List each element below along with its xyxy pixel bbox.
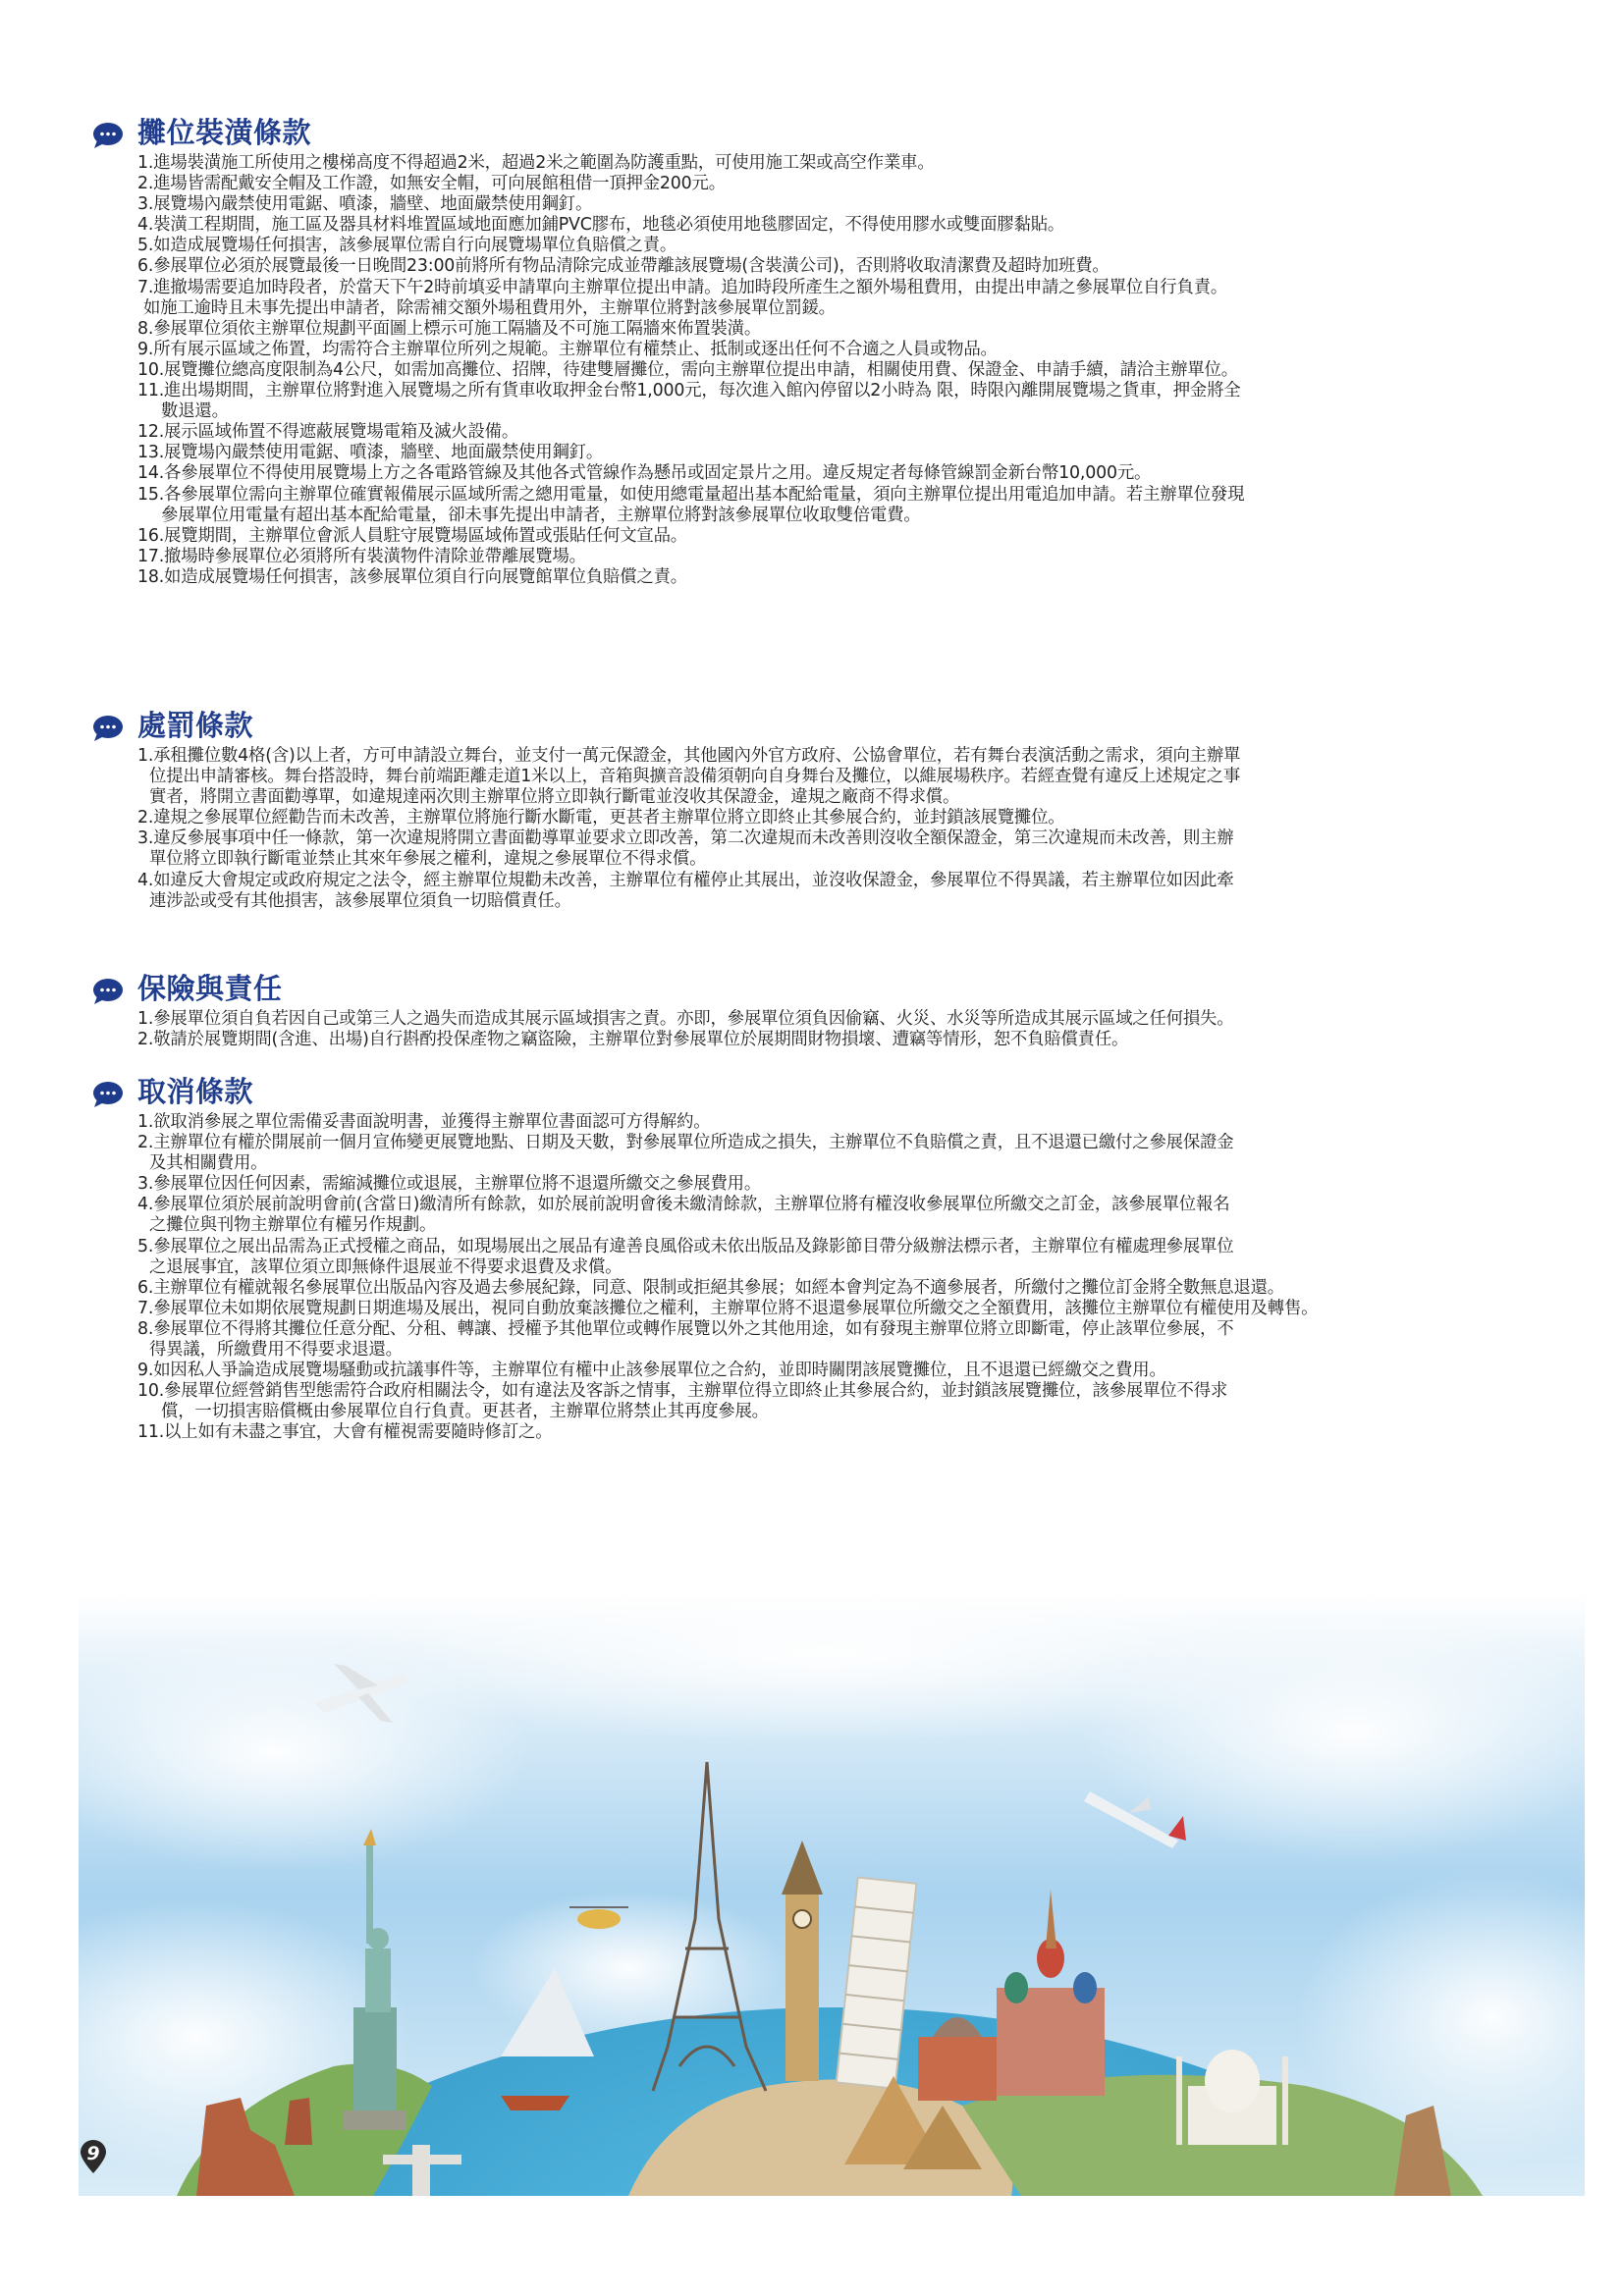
- term-item: [137, 194, 1506, 215]
- term-item: [137, 1422, 1506, 1443]
- term-item: [137, 1381, 1506, 1422]
- term-text-continuation: 數退還。: [161, 401, 229, 422]
- term-text: 3.展覽場內嚴禁使用電鋸、噴漆，牆壁、地面嚴禁使用鋼釘。: [137, 194, 593, 215]
- term-item: [137, 1299, 1506, 1319]
- term-text: 2.主辦單位有權於開展前一個月宣佈變更展覽地點、日期及天數，對參展單位所造成之損失，主辦單位不負賠償之責，且不退還已繳付之參展保證金: [137, 1133, 1234, 1153]
- term-text-continuation: 連涉訟或受有其他損害，該參展單位須負一切賠償責任。: [149, 890, 571, 911]
- section-title: 攤位裝潢條款: [137, 116, 312, 149]
- term-text-continuation: 償，一切損害賠償概由參展單位自行負責。更甚者，主辦單位將禁止其再度參展。: [161, 1402, 769, 1422]
- section-header: [92, 972, 1506, 1009]
- chat-bubble-icon: [92, 1081, 124, 1108]
- term-text: 6.參展單位必須於展覽最後一日晚間23:00前將所有物品清除完成並帶離該展覽場(含裝潢公司)，否則將收取清潔費及超時加班費。: [137, 256, 1110, 277]
- term-item: [137, 1030, 1506, 1050]
- section-header: [92, 1075, 1506, 1112]
- term-item: [137, 1133, 1506, 1174]
- page-number-badge: [81, 2140, 106, 2173]
- term-item: [137, 215, 1506, 236]
- term-text: 4.裝潢工程期間，施工區及器具材料堆置區域地面應加鋪PVC膠布，地毯必須使用地毯膠固定，不得使用膠水或雙面膠黏貼。: [137, 215, 1065, 236]
- term-text: 9.如因私人爭論造成展覽場騷動或抗議事件等，主辦單位有權中止該參展單位之合約，並即時關閉該展覽攤位，且不退還已經繳交之費用。: [137, 1361, 1166, 1381]
- term-text: 1.欲取消參展之單位需備妥書面說明書，並獲得主辦單位書面認可方得解約。: [137, 1112, 711, 1132]
- term-text: 7.參展單位未如期依展覽規劃日期進場及展出，視同自動放棄該攤位之權利，主辦單位將不退還參展單位所繳交之全額費用，該攤位主辦單位有權使用及轉售。: [137, 1298, 1319, 1318]
- term-item: [137, 278, 1506, 319]
- section-insurance-liability: [92, 972, 1506, 1050]
- term-text: 11.以上如有未盡之事宜，大會有權視需要隨時修訂之。: [137, 1422, 553, 1443]
- term-item: [137, 443, 1506, 463]
- term-text-continuation: 及其相關費用。: [149, 1153, 268, 1174]
- term-item: [137, 1009, 1506, 1030]
- page-number: 9: [86, 2143, 100, 2164]
- term-item: [137, 485, 1506, 526]
- terms-list: [92, 746, 1506, 912]
- section-header: [92, 116, 1506, 153]
- term-text: 2.進場皆需配戴安全帽及工作證，如無安全帽，可向展館租借一頂押金200元。: [137, 174, 726, 194]
- term-item: [137, 1195, 1506, 1236]
- term-item: [137, 174, 1506, 194]
- term-item: [137, 547, 1506, 567]
- term-item: [137, 1237, 1506, 1278]
- term-text: 2.敬請於展覽期間(含進、出場)自行斟酌投保產物之竊盜險，主辦單位對參展單位於展期間財物損壞、遭竊等情形，恕不負賠償責任。: [137, 1030, 1129, 1050]
- term-text-continuation: 位提出申請審核。舞台搭設時，舞台前端距離走道1米以上，音箱與擴音設備須朝向自身舞台及攤位，以維展場秩序。若經查覺有違反上述規定之事: [149, 767, 1241, 787]
- term-text: 3.參展單位因任何因素，需縮減攤位或退展，主辦單位將不退還所繳交之參展費用。: [137, 1174, 762, 1195]
- term-text: 12.展示區域佈置不得遮蔽展覽場電箱及滅火設備。: [137, 422, 519, 443]
- term-text: 1.承租攤位數4格(含)以上者，方可申請設立舞台，並支付一萬元保證金，其他國內外官方政府、公協會單位，若有舞台表演活動之需求，須向主辦單: [137, 746, 1241, 766]
- section-cancellation-terms: [92, 1075, 1506, 1444]
- term-text: 4.參展單位須於展前說明會前(含當日)繳清所有餘款，如於展前說明會後未繳清餘款，主辦單位將有權沒收參展單位所繳交之訂金，該參展單位報名: [137, 1195, 1230, 1215]
- term-item: [137, 381, 1506, 422]
- terms-list: [92, 153, 1506, 588]
- section-header: [92, 709, 1506, 746]
- term-item: [137, 526, 1506, 547]
- term-text-continuation: 之退展事宜，該單位須立即無條件退展並不得要求退費及求償。: [149, 1256, 623, 1277]
- term-text-continuation: 實者，將開立書面勸導單，如違規達兩次則主辦單位將立即執行斷電並沒收其保證金，違規之廠商不得求償。: [149, 787, 960, 808]
- term-item: [137, 340, 1506, 360]
- term-text: 10.展覽攤位總高度限制為4公尺，如需加高攤位、招牌，待建雙層攤位，需向主辦單位提出申請，相關使用費、保證金、申請手續，請洽主辦單位。: [137, 359, 1238, 380]
- term-text: 8.參展單位不得將其攤位任意分配、分租、轉讓、授權予其他單位或轉作展覽以外之其他用途，如有發現主辦單位將立即斷電，停止該單位參展，不: [137, 1318, 1234, 1339]
- term-item: [137, 567, 1506, 588]
- term-text-continuation: 單位將立即執行斷電並禁止其來年參展之權利，違規之參展單位不得求償。: [149, 849, 707, 870]
- term-item: [137, 463, 1506, 484]
- term-text: 4.如違反大會規定或政府規定之法令，經主辦單位規勸未改善，主辦單位有權停止其展出，並沒收保證金，參展單位不得異議，若主辦單位如因此牽: [137, 870, 1234, 890]
- term-text: 18.如造成展覽場任何損害，該參展單位須自行向展覽館單位負賠償之責。: [137, 566, 687, 587]
- section-booth-decoration-terms: [92, 116, 1506, 588]
- term-text-continuation: 參展單位用電量有超出基本配給電量，卻未事先提出申請者，主辦單位將對該參展單位收取雙倍電費。: [161, 505, 921, 525]
- term-item: [137, 236, 1506, 256]
- term-text: 8.參展單位須依主辦單位規劃平面圖上標示可施工隔牆及不可施工隔牆來佈置裝潢。: [137, 318, 762, 339]
- term-text: 14.各參展單位不得使用展覽場上方之各電路管線及其他各式管線作為懸吊或固定景片之用。違反規定者每條管線罰金新台幣10,000元。: [137, 463, 1152, 484]
- term-text: 3.違反參展事項中任一條款，第一次違規將開立書面勸導單並要求立即改善，第二次違規而未改善則沒收全額保證金，第三次違規而未改善，則主辦: [137, 828, 1234, 849]
- term-item: [137, 871, 1506, 912]
- term-text: 5.如造成展覽場任何損害，該參展單位需自行向展覽場單位負賠償之責。: [137, 236, 677, 256]
- term-text-continuation: 之攤位與刊物主辦單位有權另作規劃。: [149, 1215, 437, 1236]
- term-text: 5.參展單位之展出品需為正式授權之商品，如現場展出之展品有違善良風俗或未依出版品及錄影節目帶分級辦法標示者，主辦單位有權處理參展單位: [137, 1236, 1234, 1256]
- section-title: 處罰條款: [137, 709, 254, 742]
- globe-landmarks-image: [79, 1595, 1585, 2196]
- section-title: 保險與責任: [137, 972, 283, 1005]
- term-text: 6.主辦單位有權就報名參展單位出版品內容及過去參展紀錄，同意、限制或拒絕其參展；如經本會判定為不適參展者，所繳付之攤位訂金將全數無息退還。: [137, 1277, 1284, 1298]
- term-item: [137, 422, 1506, 443]
- term-item: [137, 828, 1506, 870]
- terms-list: [92, 1009, 1506, 1050]
- term-item: [137, 746, 1506, 808]
- term-text: 13.展覽場內嚴禁使用電鋸、噴漆，牆壁、地面嚴禁使用鋼釘。: [137, 443, 604, 463]
- term-item: [137, 319, 1506, 340]
- term-text: 16.展覽期間，主辦單位會派人員駐守展覽場區域佈置或張貼任何文宣品。: [137, 525, 687, 546]
- term-item: [137, 1112, 1506, 1133]
- term-text: 11.進出場期間，主辦單位將對進入展覽場之所有貨車收取押金台幣1,000元，每次進入館內停留以2小時為 限，時限內離開展覽場之貨車，押金將全: [137, 381, 1241, 401]
- term-item: [137, 1319, 1506, 1361]
- section-penalty-terms: [92, 709, 1506, 912]
- term-item: [137, 153, 1506, 174]
- term-text-continuation: 得異議，所繳費用不得要求退還。: [149, 1340, 403, 1361]
- term-text: 7.進撤場需要追加時段者，於當天下午2時前填妥申請單向主辦單位提出申請。追加時段所產生之額外場租費用，由提出申請之參展單位自行負責。: [137, 277, 1228, 297]
- term-item: [137, 808, 1506, 828]
- term-item: [137, 1174, 1506, 1195]
- term-text: 17.撤場時參展單位必須將所有裝潢物件清除並帶離展覽場。: [137, 546, 586, 566]
- section-title: 取消條款: [137, 1075, 254, 1108]
- term-item: [137, 256, 1506, 277]
- term-text: 10.參展單位經營銷售型態需符合政府相關法令，如有違法及客訴之情事，主辦單位得立即終止其參展合約，並封鎖該展覽攤位，該參展單位不得求: [137, 1381, 1228, 1402]
- term-item: [137, 1278, 1506, 1299]
- term-text: 1.進場裝潢施工所使用之樓梯高度不得超過2米，超過2米之範圍為防護重點，可使用施工架或高空作業車。: [137, 153, 935, 173]
- chat-bubble-icon: [92, 715, 124, 742]
- term-text: 2.違規之參展單位經勸告而未改善，主辦單位將施行斷水斷電，更甚者主辦單位將立即終止其參展合約，並封鎖該展覽攤位。: [137, 808, 1065, 828]
- term-text: 1.參展單位須自負若因自己或第三人之過失而造成其展示區域損害之責。亦即，參展單位須負因偷竊、火災、水災等所造成其展示區域之任何損失。: [137, 1009, 1234, 1029]
- travel-landmarks-illustration: [79, 1595, 1585, 2196]
- term-text: 9.所有展示區域之佈置，均需符合主辦單位所列之規範。主辦單位有權禁止、抵制或逐出任何不合適之人員或物品。: [137, 339, 998, 359]
- term-text-continuation: 如施工逾時且未事先提出申請者，除需補交額外場租費用外，主辦單位將對該參展單位罰鍰。: [143, 297, 836, 318]
- terms-list: [92, 1112, 1506, 1444]
- term-item: [137, 1361, 1506, 1381]
- term-item: [137, 360, 1506, 381]
- chat-bubble-icon: [92, 122, 124, 149]
- term-text: 15.各參展單位需向主辦單位確實報備展示區域所需之總用電量，如使用總電量超出基本配給電量，須向主辦單位提出用電追加申請。若主辦單位發現: [137, 484, 1245, 505]
- chat-bubble-icon: [92, 978, 124, 1005]
